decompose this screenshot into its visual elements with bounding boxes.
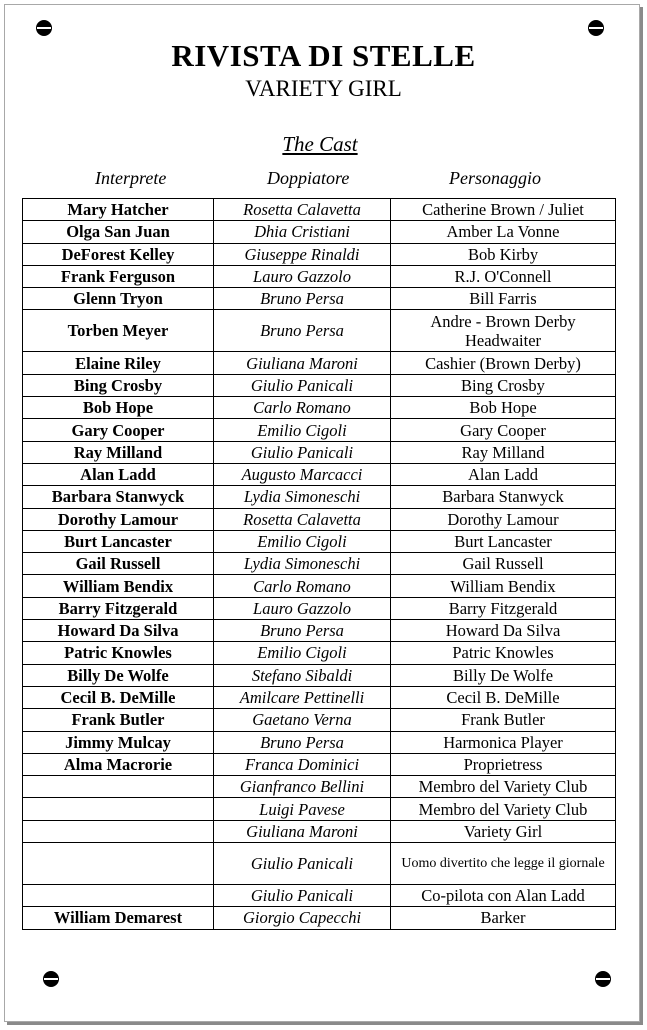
character-cell: Gary Cooper xyxy=(391,419,616,441)
table-row xyxy=(23,709,616,731)
dubber-cell: Giulio Panicali xyxy=(214,843,391,885)
dubber-cell: Giuliana Maroni xyxy=(214,352,391,374)
actor-cell: Torben Meyer xyxy=(23,310,214,352)
table-row xyxy=(23,843,616,885)
screw-icon xyxy=(595,971,611,987)
dubber-cell: Emilio Cigoli xyxy=(214,530,391,552)
dubber-cell: Augusto Marcacci xyxy=(214,463,391,485)
character-cell: Uomo divertito che legge il giornale xyxy=(391,843,616,885)
actor-cell: Mary Hatcher xyxy=(23,199,214,221)
actor-cell: Jimmy Mulcay xyxy=(23,731,214,753)
actor-cell xyxy=(23,820,214,842)
table-row xyxy=(23,686,616,708)
character-cell: Membro del Variety Club xyxy=(391,798,616,820)
actor-cell: DeForest Kelley xyxy=(23,243,214,265)
screw-icon xyxy=(43,971,59,987)
actor-cell: Dorothy Lamour xyxy=(23,508,214,530)
dubber-cell: Giulio Panicali xyxy=(214,374,391,396)
actor-cell: Barbara Stanwyck xyxy=(23,486,214,508)
dubber-cell: Amilcare Pettinelli xyxy=(214,686,391,708)
actor-cell: William Demarest xyxy=(23,907,214,929)
actor-cell: Bob Hope xyxy=(23,397,214,419)
dubber-cell: Giorgio Capecchi xyxy=(214,907,391,929)
table-row xyxy=(23,199,616,221)
actor-cell: Elaine Riley xyxy=(23,352,214,374)
character-cell: Bob Kirby xyxy=(391,243,616,265)
dubber-cell: Bruno Persa xyxy=(214,620,391,642)
character-cell: Variety Girl xyxy=(391,820,616,842)
character-cell: Barry Fitzgerald xyxy=(391,597,616,619)
table-row xyxy=(23,288,616,310)
table-row xyxy=(23,352,616,374)
table-row xyxy=(23,642,616,664)
screw-icon xyxy=(36,20,52,36)
table-row xyxy=(23,441,616,463)
dubber-cell: Giulio Panicali xyxy=(214,885,391,907)
table-row xyxy=(23,885,616,907)
dubber-cell: Lauro Gazzolo xyxy=(214,597,391,619)
table-row xyxy=(23,575,616,597)
character-cell: Ray Milland xyxy=(391,441,616,463)
page-subtitle: VARIETY GIRL xyxy=(245,76,402,101)
table-row xyxy=(23,731,616,753)
character-cell: Alan Ladd xyxy=(391,463,616,485)
character-cell: Barbara Stanwyck xyxy=(391,486,616,508)
character-cell: Burt Lancaster xyxy=(391,530,616,552)
character-cell: Proprietress xyxy=(391,753,616,775)
actor-cell: Billy De Wolfe xyxy=(23,664,214,686)
table-row xyxy=(23,553,616,575)
page-title: RIVISTA DI STELLE xyxy=(171,38,476,73)
table-row xyxy=(23,397,616,419)
dubber-cell: Stefano Sibaldi xyxy=(214,664,391,686)
cast-heading: The Cast xyxy=(282,132,358,156)
dubber-cell: Dhia Cristiani xyxy=(214,221,391,243)
actor-cell: Frank Ferguson xyxy=(23,265,214,287)
character-cell: Andre - Brown Derby Headwaiter xyxy=(391,310,616,352)
actor-cell xyxy=(23,843,214,885)
column-header-personaggio: Personaggio xyxy=(449,168,541,188)
character-cell: Howard Da Silva xyxy=(391,620,616,642)
actor-cell: Glenn Tryon xyxy=(23,288,214,310)
table-row xyxy=(23,820,616,842)
character-cell: Co-pilota con Alan Ladd xyxy=(391,885,616,907)
character-cell: Dorothy Lamour xyxy=(391,508,616,530)
dubber-cell: Bruno Persa xyxy=(214,731,391,753)
actor-cell: Cecil B. DeMille xyxy=(23,686,214,708)
dubber-cell: Rosetta Calavetta xyxy=(214,508,391,530)
character-cell: William Bendix xyxy=(391,575,616,597)
dubber-cell: Luigi Pavese xyxy=(214,798,391,820)
table-row xyxy=(23,776,616,798)
character-cell: Cecil B. DeMille xyxy=(391,686,616,708)
table-row xyxy=(23,798,616,820)
table-row xyxy=(23,221,616,243)
dubber-cell: Bruno Persa xyxy=(214,288,391,310)
character-cell: Membro del Variety Club xyxy=(391,776,616,798)
character-cell: Barker xyxy=(391,907,616,929)
dubber-cell: Giuseppe Rinaldi xyxy=(214,243,391,265)
table-row xyxy=(23,486,616,508)
table-row xyxy=(23,597,616,619)
cast-table xyxy=(22,198,616,930)
column-header-interprete: Interprete xyxy=(95,168,167,188)
table-row xyxy=(23,620,616,642)
table-row xyxy=(23,265,616,287)
actor-cell: Ray Milland xyxy=(23,441,214,463)
character-cell: Bob Hope xyxy=(391,397,616,419)
dubber-cell: Rosetta Calavetta xyxy=(214,199,391,221)
actor-cell xyxy=(23,776,214,798)
character-cell: Billy De Wolfe xyxy=(391,664,616,686)
dubber-cell: Bruno Persa xyxy=(214,310,391,352)
character-cell: Gail Russell xyxy=(391,553,616,575)
dubber-cell: Gaetano Verna xyxy=(214,709,391,731)
actor-cell: Gary Cooper xyxy=(23,419,214,441)
dubber-cell: Lauro Gazzolo xyxy=(214,265,391,287)
column-header-doppiatore: Doppiatore xyxy=(267,168,350,188)
dubber-cell: Emilio Cigoli xyxy=(214,642,391,664)
dubber-cell: Lydia Simoneschi xyxy=(214,553,391,575)
actor-cell: Alma Macrorie xyxy=(23,753,214,775)
character-cell: Bing Crosby xyxy=(391,374,616,396)
dubber-cell: Franca Dominici xyxy=(214,753,391,775)
table-row xyxy=(23,530,616,552)
table-row xyxy=(23,463,616,485)
actor-cell: Gail Russell xyxy=(23,553,214,575)
actor-cell: Alan Ladd xyxy=(23,463,214,485)
dubber-cell: Lydia Simoneschi xyxy=(214,486,391,508)
table-row xyxy=(23,664,616,686)
dubber-cell: Emilio Cigoli xyxy=(214,419,391,441)
dubber-cell: Gianfranco Bellini xyxy=(214,776,391,798)
actor-cell: Bing Crosby xyxy=(23,374,214,396)
character-cell: Amber La Vonne xyxy=(391,221,616,243)
table-row xyxy=(23,907,616,929)
character-cell: Cashier (Brown Derby) xyxy=(391,352,616,374)
table-row xyxy=(23,243,616,265)
table-row xyxy=(23,310,616,352)
dubber-cell: Carlo Romano xyxy=(214,397,391,419)
actor-cell: Frank Butler xyxy=(23,709,214,731)
actor-cell: William Bendix xyxy=(23,575,214,597)
dubber-cell: Giulio Panicali xyxy=(214,441,391,463)
dubber-cell: Giuliana Maroni xyxy=(214,820,391,842)
actor-cell: Burt Lancaster xyxy=(23,530,214,552)
table-row xyxy=(23,753,616,775)
actor-cell xyxy=(23,885,214,907)
character-cell: Harmonica Player xyxy=(391,731,616,753)
actor-cell: Barry Fitzgerald xyxy=(23,597,214,619)
actor-cell: Howard Da Silva xyxy=(23,620,214,642)
actor-cell xyxy=(23,798,214,820)
dubber-cell: Carlo Romano xyxy=(214,575,391,597)
character-cell: Frank Butler xyxy=(391,709,616,731)
table-row xyxy=(23,419,616,441)
screw-icon xyxy=(588,20,604,36)
table-row xyxy=(23,374,616,396)
character-cell: Catherine Brown / Juliet xyxy=(391,199,616,221)
actor-cell: Olga San Juan xyxy=(23,221,214,243)
actor-cell: Patric Knowles xyxy=(23,642,214,664)
character-cell: Bill Farris xyxy=(391,288,616,310)
character-cell: Patric Knowles xyxy=(391,642,616,664)
character-cell: R.J. O'Connell xyxy=(391,265,616,287)
table-row xyxy=(23,508,616,530)
